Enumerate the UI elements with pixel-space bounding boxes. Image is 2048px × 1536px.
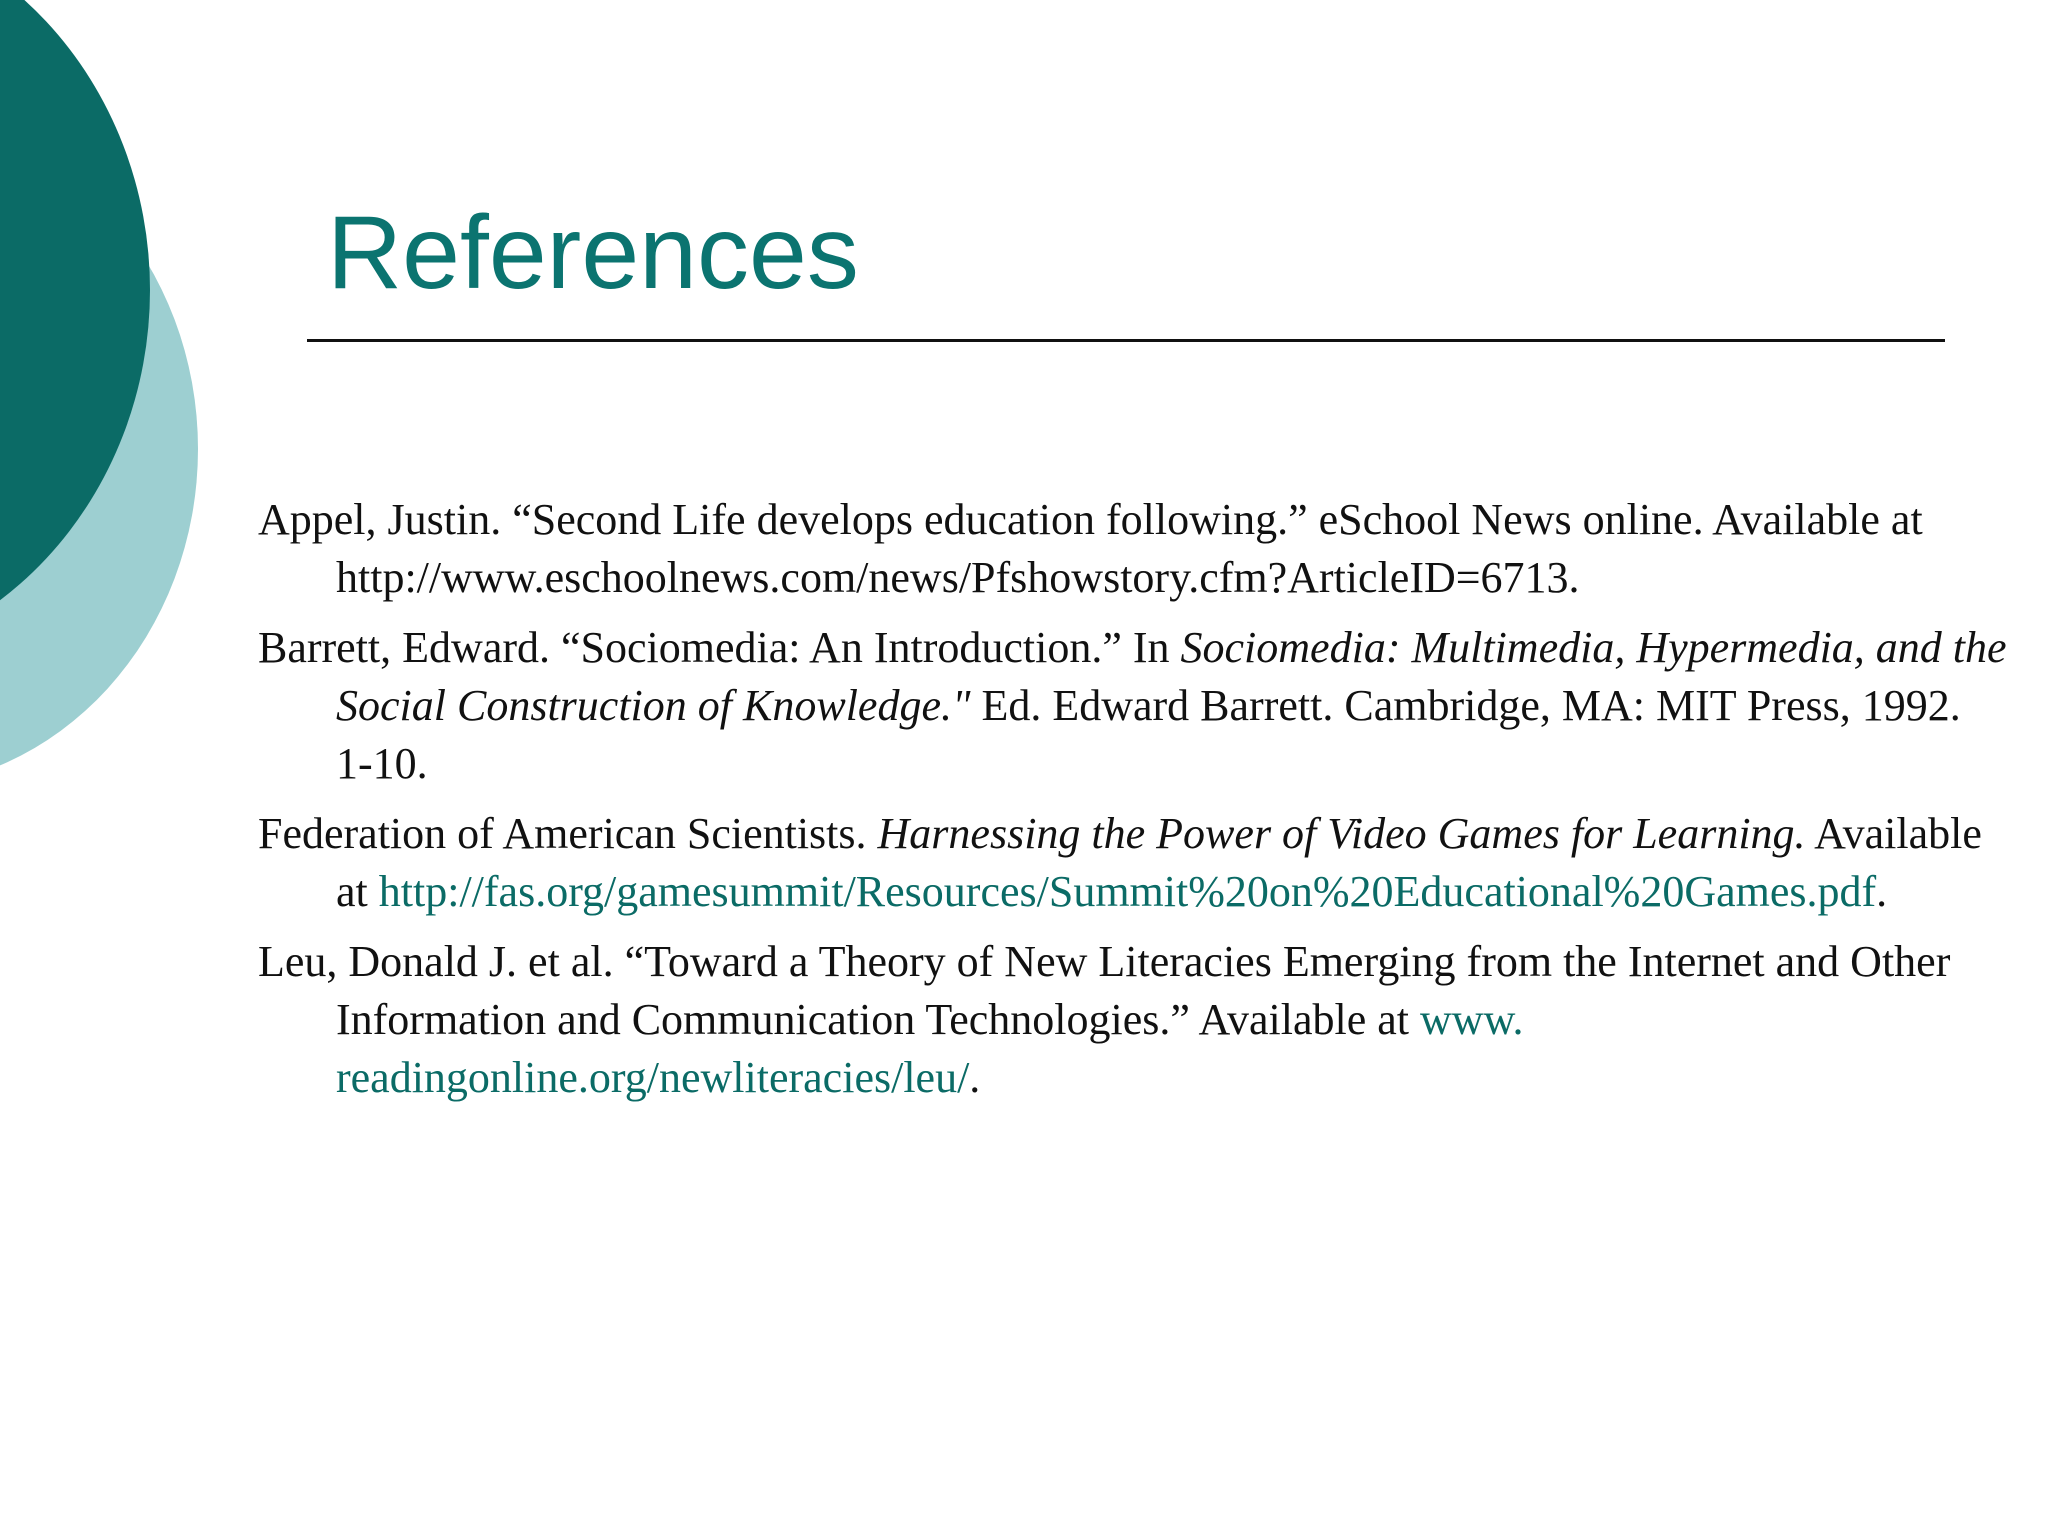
reference-text: . <box>1876 867 1888 916</box>
reference-text: Barrett, Edward. “Sociomedia: An Introduction.” In <box>258 623 1181 672</box>
reference-text: Federation of American Scientists. <box>258 809 878 858</box>
reference-link[interactable]: http://fas.org/gamesummit/Resources/Summit%20on%20Educational%20Games.pdf <box>378 867 1877 916</box>
title-divider <box>307 339 1945 342</box>
reference-title-italic: Harnessing the Power of Video Games for Learning. <box>877 809 1806 858</box>
reference-link[interactable]: www. readingonline.org/newliteracies/leu/ <box>336 995 1524 1102</box>
reference-list <box>258 491 2008 1119</box>
reference-text: Ed. Edward Barrett. Cambridge, MA: MIT Press, 1992. 1-10. <box>336 681 1961 788</box>
reference-title-italic: Sociomedia: Multimedia, Hypermedia, and the Social Construction of Knowledge." <box>336 623 2007 730</box>
reference-text: Available at <box>336 809 1982 916</box>
reference-item-barrett <box>258 619 2008 793</box>
reference-text: Appel, Justin. “Second Life develops education following.” eSchool News online. Available at http://www.eschoolnews.com/news/Pfshowstory.cfm?ArticleID=6713. <box>258 495 1923 602</box>
reference-text: Leu, Donald J. et al. “Toward a Theory of New Literacies Emerging from the Internet and Other Information and Communication Technologies.” Available at <box>258 937 1951 1044</box>
reference-text: . <box>969 1053 981 1102</box>
reference-item-leu <box>258 933 2008 1107</box>
slide-title: References <box>327 195 859 311</box>
reference-item-fas <box>258 805 2008 921</box>
reference-item-appel <box>258 491 2008 607</box>
